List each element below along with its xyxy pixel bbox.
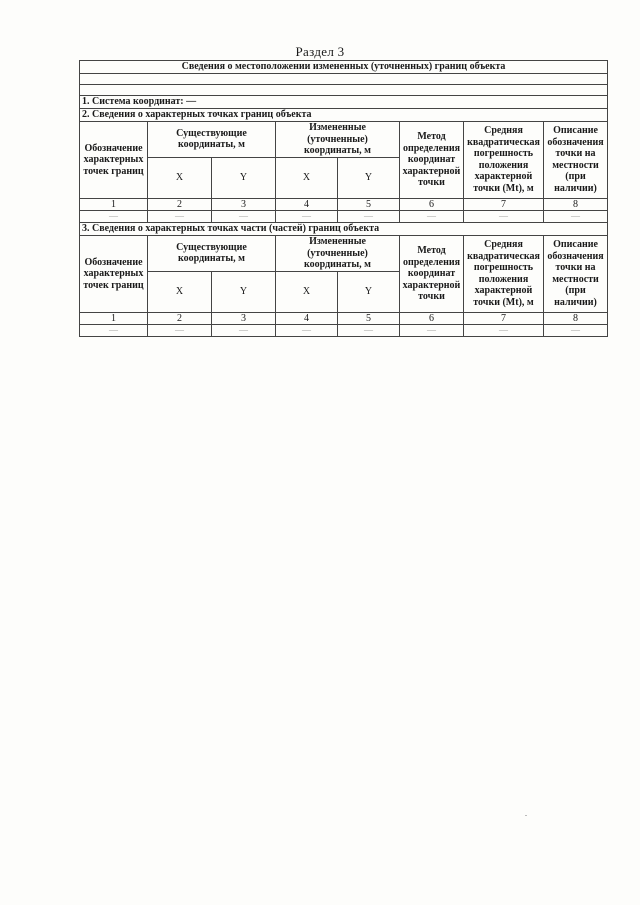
part2-col-method: Метод определения координат характерной точки (400, 122, 464, 199)
part2-dash-cell: — (464, 211, 544, 223)
scan-speck (525, 815, 527, 816)
part3-num-cell: 5 (338, 312, 400, 325)
part2-num-cell: 1 (80, 198, 148, 211)
part3-num-cell: 7 (464, 312, 544, 325)
part2-num-cell: 8 (544, 198, 608, 211)
part3-col-x2: X (276, 271, 338, 312)
part3-num-cell: 3 (212, 312, 276, 325)
part3-col-error: Средняя квадратическая погрешность положения характерной точки (Mt), м (464, 236, 544, 313)
part3-heading-row (80, 223, 608, 236)
part2-dash-cell: — (544, 211, 608, 223)
part3-dash-cell: — (544, 325, 608, 337)
part3-col-changed: Измененные (уточненные) координаты, м (276, 236, 400, 272)
part3-num-cell: 2 (148, 312, 212, 325)
part2-dash-row (80, 211, 608, 223)
part2-col-existing: Существующие координаты, м (148, 122, 276, 158)
part3-dash-cell: — (212, 325, 276, 337)
part2-dash-cell: — (212, 211, 276, 223)
part2-dash-cell: — (276, 211, 338, 223)
part3-dash-cell: — (276, 325, 338, 337)
part2-num-cell: 4 (276, 198, 338, 211)
blank-row (80, 85, 608, 96)
part3-col-designation: Обозначение характерных точек границ (80, 236, 148, 313)
coordinate-system: 1. Система координат: — (80, 96, 608, 109)
part2-header-row (80, 122, 608, 158)
part2-dash-cell: — (80, 211, 148, 223)
part2-num-cell: 7 (464, 198, 544, 211)
part3-num-cell: 6 (400, 312, 464, 325)
part3-header-row (80, 236, 608, 272)
part2-col-description: Описание обозначения точки на местности (при наличии) (544, 122, 608, 199)
part3-col-existing: Существующие координаты, м (148, 236, 276, 272)
part3-dash-cell: — (400, 325, 464, 337)
boundary-table (79, 60, 608, 337)
part2-num-cell: 2 (148, 198, 212, 211)
part2-dash-cell: — (400, 211, 464, 223)
part3-dash-cell: — (148, 325, 212, 337)
part3-num-cell: 8 (544, 312, 608, 325)
part3-col-y: Y (212, 271, 276, 312)
part3-num-cell: 4 (276, 312, 338, 325)
part2-heading-row (80, 109, 608, 122)
part2-dash-cell: — (148, 211, 212, 223)
part2-col-designation: Обозначение характерных точек границ (80, 122, 148, 199)
part2-col-x: X (148, 157, 212, 198)
part2-col-error: Средняя квадратическая погрешность положения характерной точки (Mt), м (464, 122, 544, 199)
blank-row (80, 74, 608, 85)
part2-col-changed: Измененные (уточненные) координаты, м (276, 122, 400, 158)
part2-heading: 2. Сведения о характерных точках границ объекта (80, 109, 608, 122)
part2-num-cell: 3 (212, 198, 276, 211)
table-title-row (80, 61, 608, 74)
part3-col-method: Метод определения координат характерной точки (400, 236, 464, 313)
part3-col-description: Описание обозначения точки на местности (при наличии) (544, 236, 608, 313)
part3-dash-cell: — (338, 325, 400, 337)
part3-dash-row (80, 325, 608, 337)
part3-dash-cell: — (80, 325, 148, 337)
part2-num-cell: 5 (338, 198, 400, 211)
part2-number-row (80, 198, 608, 211)
part3-dash-cell: — (464, 325, 544, 337)
part2-col-x2: X (276, 157, 338, 198)
part3-col-y2: Y (338, 271, 400, 312)
part2-num-cell: 6 (400, 198, 464, 211)
part3-number-row (80, 312, 608, 325)
part3-num-cell: 1 (80, 312, 148, 325)
table-title: Сведения о местоположении измененных (уточненных) границ объекта (80, 61, 608, 74)
part2-dash-cell: — (338, 211, 400, 223)
part3-heading: 3. Сведения о характерных точках части (частей) границ объекта (80, 223, 608, 236)
part2-col-y: Y (212, 157, 276, 198)
part3-col-x: X (148, 271, 212, 312)
coordinate-system-row (80, 96, 608, 109)
section-title: Раздел 3 (295, 44, 345, 59)
part2-col-y2: Y (338, 157, 400, 198)
boundary-sheet (79, 60, 607, 337)
